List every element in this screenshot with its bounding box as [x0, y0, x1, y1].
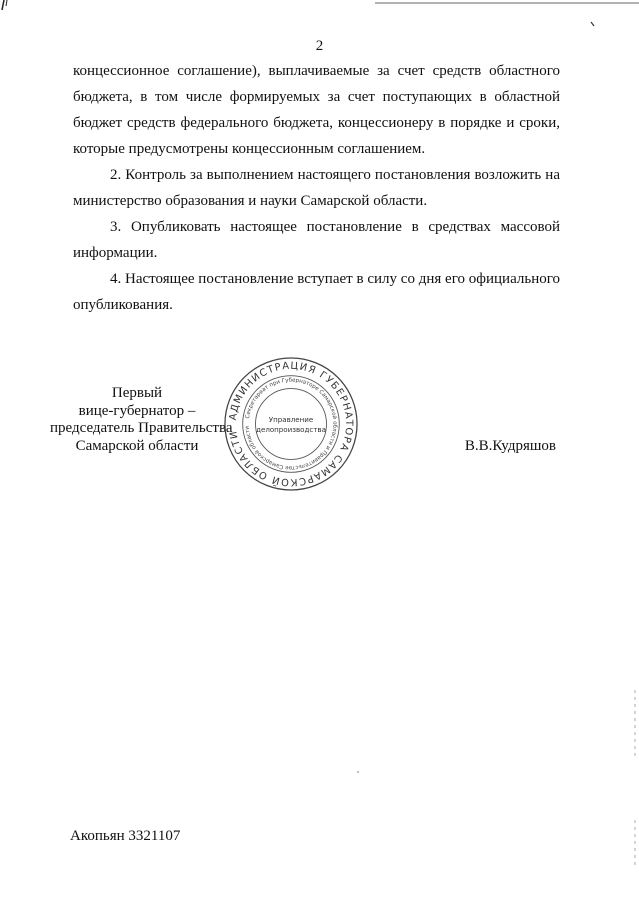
paragraph-item-2: 2. Контроль за выполнением настоящего постановления возложить на министерство образования и науки Самарской области. [73, 167, 560, 209]
paragraph-item-4: 4. Настоящее постановление вступает в силу со дня его официального опубликования. [73, 271, 560, 313]
corner-scan-mark [2, 0, 4, 10]
signatory-title-line: председатель Правительства [50, 420, 233, 436]
stamp-outer-text: АДМИНИСТРАЦИЯ ГУБЕРНАТОРА САМАРСКОЙ ОБЛАСТИ [227, 360, 355, 488]
stamp-center-line1: Управление [268, 415, 314, 425]
signatory-title-line: Самарской области [75, 437, 199, 454]
signatory-title-line: вице-губернатор – [78, 402, 196, 419]
executor-contact: Акопьян 3321107 [70, 828, 181, 844]
signatory-title [50, 385, 233, 455]
page-number: 2 [315, 38, 324, 54]
corner-scan-mark [6, 0, 7, 6]
stamp-inner-text: Секретариат при Губернаторе Самарской области и Правительстве Самарской области [244, 377, 338, 471]
document-body [73, 58, 560, 318]
speck-mark [357, 771, 359, 773]
stamp-center-line2: делопроизводства [256, 424, 326, 434]
speck-mark [591, 22, 594, 26]
official-seal-stamp [222, 355, 360, 493]
signatory-title-line: Первый [111, 385, 163, 401]
paragraph-item-3: 3. Опубликовать настоящее постановление в средствах массовой информации. [73, 219, 560, 261]
paragraph-continuation: концессионное соглашение), выплачиваемые за счет средств областного бюджета, в том числе формируемых за счет поступающих в областной бюджет средств федерального бюджета, концессионеру в порядке и сроки, которые предусмотрены концессионным соглашением. [73, 63, 560, 157]
signatory-name: В.В.Кудряшов [464, 438, 556, 454]
